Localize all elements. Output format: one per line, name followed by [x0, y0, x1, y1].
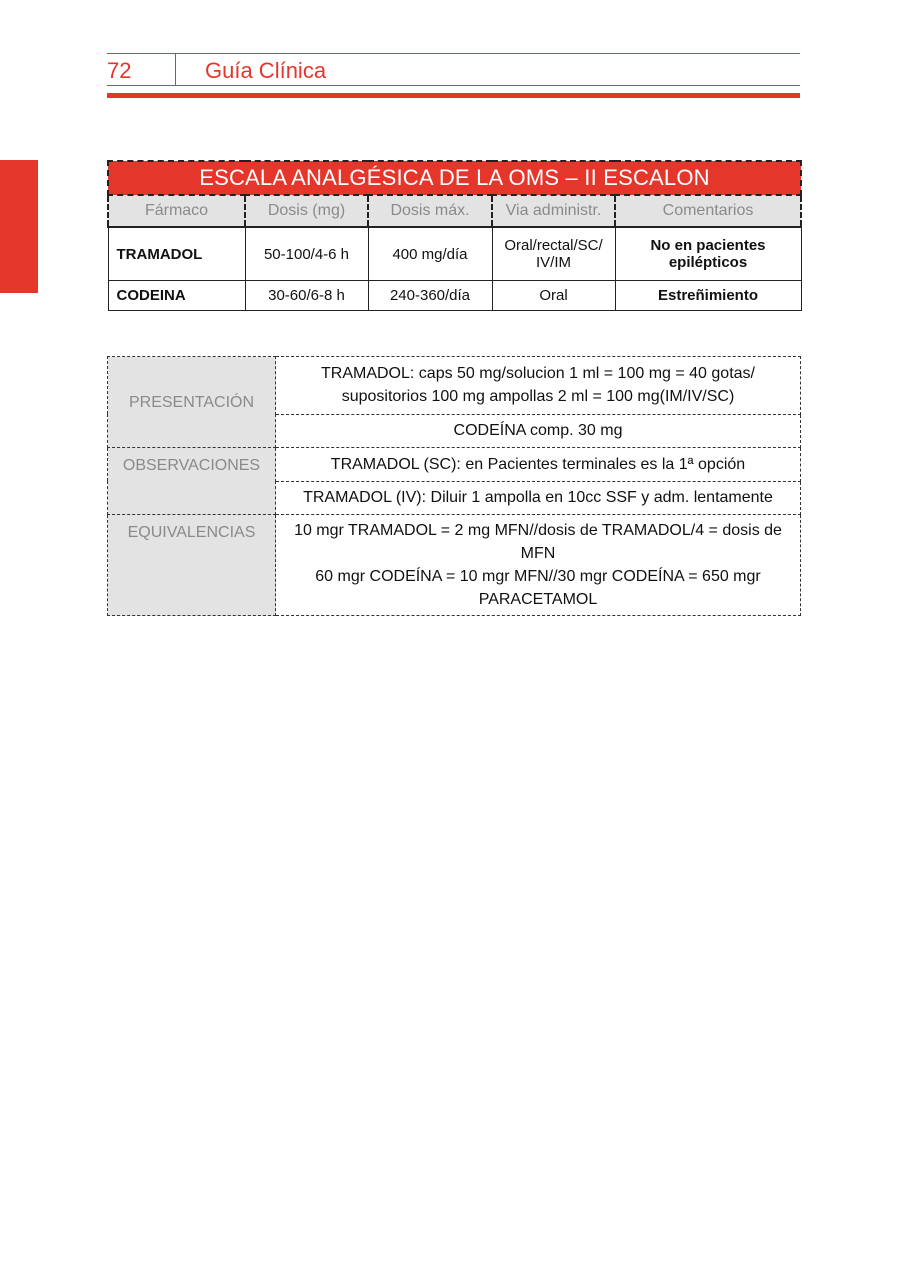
presentation-label: PRESENTACIÓN — [108, 357, 276, 448]
comment-value: No en pacientes epilépticos — [615, 227, 801, 281]
max-dose-value: 400 mg/día — [368, 227, 492, 281]
observation-tramadol-sc: TRAMADOL (SC): en Pacientes terminales es la 1ª opción — [276, 448, 801, 482]
column-header-max-dose: Dosis máx. — [368, 195, 492, 227]
column-header-dose: Dosis (mg) — [245, 195, 368, 227]
header-top-rule — [107, 53, 800, 54]
column-header-comments: Comentarios — [615, 195, 801, 227]
dose-value: 30-60/6-8 h — [245, 281, 368, 311]
drug-info-table — [107, 356, 801, 616]
route-value: Oral — [492, 281, 615, 311]
route-value: Oral/rectal/SC/ IV/IM — [492, 227, 615, 281]
drug-name: CODEINA — [108, 281, 245, 311]
dose-value: 50-100/4-6 h — [245, 227, 368, 281]
observations-label: OBSERVACIONES — [108, 448, 276, 515]
who-analgesic-scale-table — [107, 160, 802, 311]
scale-table-title: ESCALA ANALGÉSICA DE LA OMS – II ESCALON — [108, 161, 801, 195]
presentation-codeine: CODEÍNA comp. 30 mg — [276, 414, 801, 447]
presentation-tramadol: TRAMADOL: caps 50 mg/solucion 1 ml = 100 mg = 40 gotas/ supositorios 100 mg ampollas 2 ml = 100 mg(IM/IV/SC) — [276, 357, 801, 415]
equivalence-line-tramadol: 10 mgr TRAMADOL = 2 mg MFN//dosis de TRAMADOL/4 = dosis de MFN — [294, 522, 782, 562]
column-header-drug: Fármaco — [108, 195, 245, 227]
table-row — [108, 227, 801, 281]
header-bottom-rule — [107, 85, 800, 86]
guide-title: Guía Clínica — [205, 58, 327, 83]
side-color-tab — [0, 160, 38, 293]
drug-name: TRAMADOL — [108, 227, 245, 281]
header-separator — [175, 53, 176, 85]
comment-value: Estreñimiento — [615, 281, 801, 311]
header-thick-rule — [107, 93, 800, 98]
observation-tramadol-iv: TRAMADOL (IV): Diluir 1 ampolla en 10cc SSF y adm. lentamente — [276, 481, 801, 515]
page-number: 72 — [107, 58, 132, 83]
equivalences-content — [276, 515, 801, 616]
equivalences-label: EQUIVALENCIAS — [108, 515, 276, 616]
table-row — [108, 281, 801, 311]
column-header-route: Via administr. — [492, 195, 615, 227]
max-dose-value: 240-360/día — [368, 281, 492, 311]
equivalence-line-codeine: 60 mgr CODEÍNA = 10 mgr MFN//30 mgr CODEÍNA = 650 mgr PARACETAMOL — [315, 568, 761, 608]
